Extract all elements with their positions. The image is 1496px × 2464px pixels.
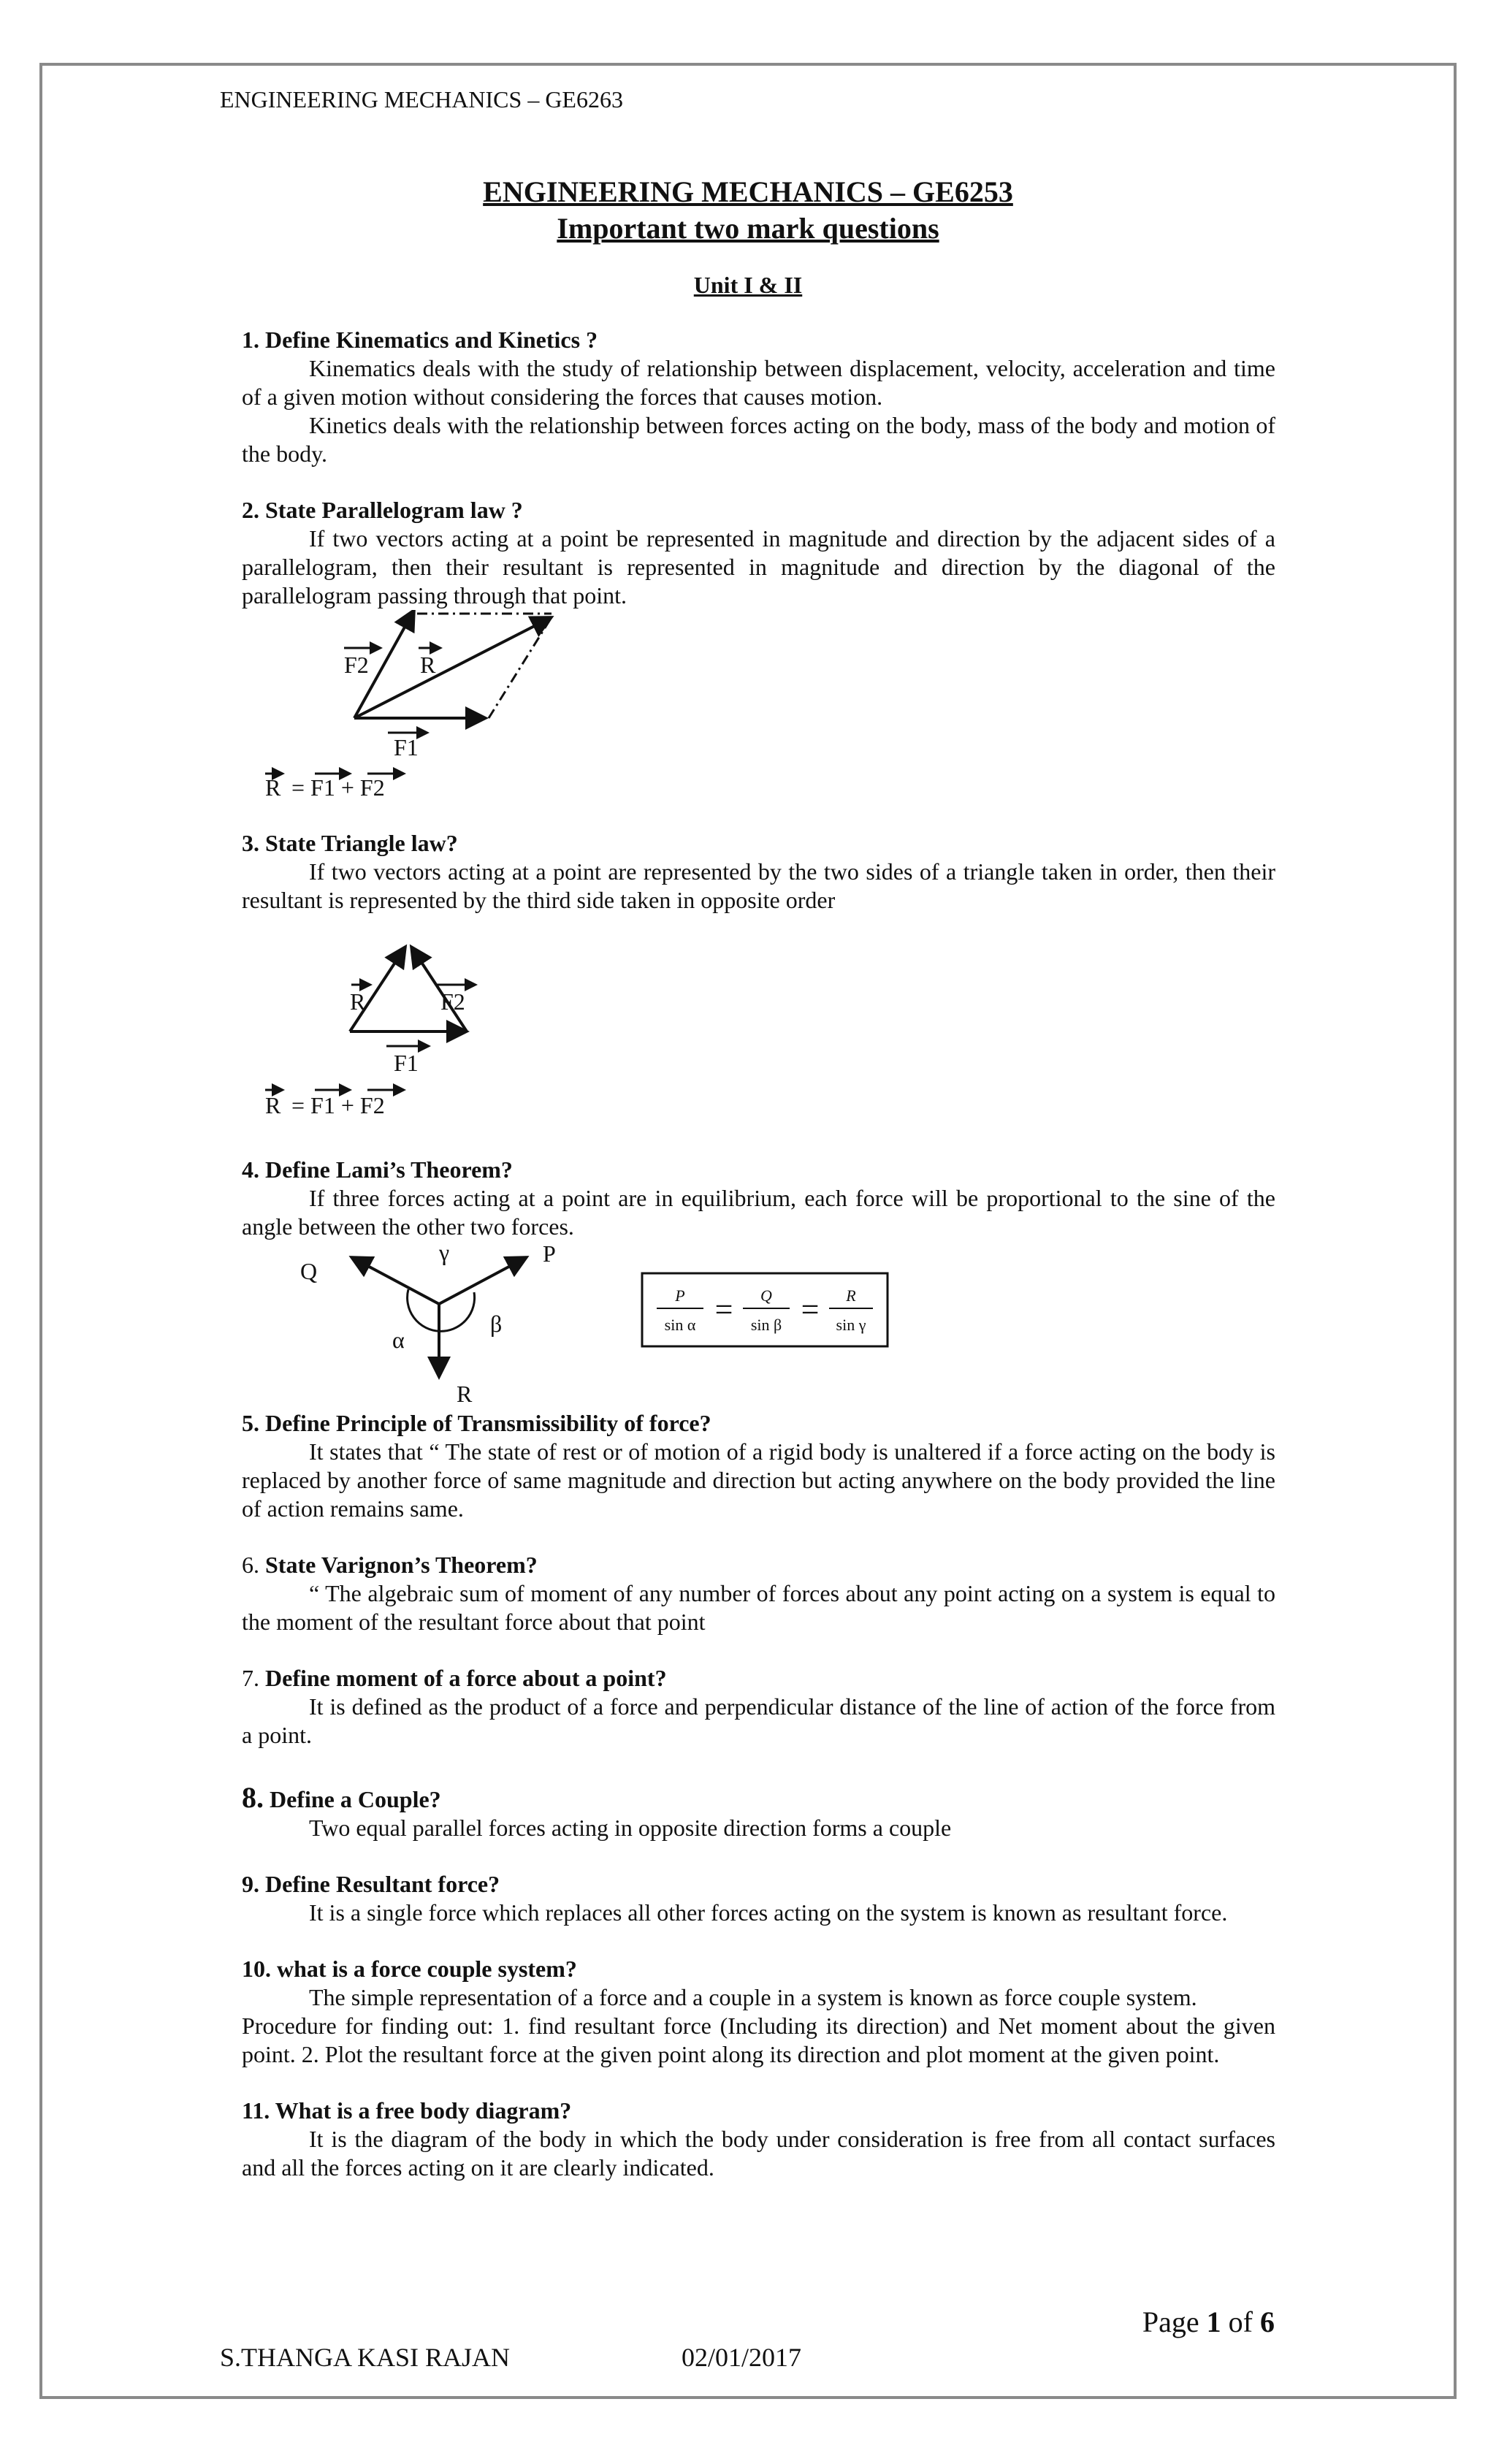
question-6-text: State Varignon’s Theorem? xyxy=(265,1552,538,1578)
page-prefix: Page xyxy=(1142,2305,1207,2338)
r-label: R xyxy=(350,988,366,1015)
unit-heading: Unit I & II xyxy=(693,272,803,298)
formula-sin-gamma: sin γ xyxy=(836,1316,866,1334)
question-8 xyxy=(242,1783,1275,1814)
answer-4: If three forces acting at a point are in equilibrium, each force will be proportional to the sine of the angle between the other two forces. xyxy=(242,1185,1275,1240)
p-label: P xyxy=(543,1241,556,1267)
parallelogram-figure xyxy=(242,610,1275,822)
answer-9: It is a single force which replaces all other forces acting on the system is known as resultant force. xyxy=(309,1899,1228,1926)
document-subtitle: Important two mark questions xyxy=(557,212,939,245)
formula-sin-beta: sin β xyxy=(750,1316,782,1334)
answer-1b: Kinetics deals with the relationship between forces acting on the body, mass of the body and motion of the body. xyxy=(242,412,1275,467)
title-block xyxy=(0,174,1496,247)
lami-figure xyxy=(242,1241,1275,1409)
question-7-text: Define moment of a force about a point? xyxy=(265,1665,667,1691)
page-current: 1 xyxy=(1206,2305,1221,2338)
question-9: 9. Define Resultant force? xyxy=(242,1871,500,1897)
answer-10a: The simple representation of a force and a couple in a system is known as force couple system. xyxy=(309,1984,1197,2010)
angle-arc xyxy=(408,1289,475,1331)
question-11: 11. What is a free body diagram? xyxy=(242,2097,572,2124)
answer-8: Two equal parallel forces acting in opposite direction forms a couple xyxy=(309,1815,952,1841)
question-2 xyxy=(242,496,1275,525)
answer-7: It is defined as the product of a force and perpendicular distance of the line of action of the force from a point. xyxy=(242,1693,1275,1748)
questions-content xyxy=(242,326,1275,2182)
r-label: R xyxy=(457,1381,473,1407)
question-3: 3. State Triangle law? xyxy=(242,830,458,856)
q-force-line xyxy=(351,1257,439,1304)
f1-label: F1 xyxy=(394,1050,419,1076)
f2-label: F2 xyxy=(440,988,465,1015)
page-total: 6 xyxy=(1260,2305,1275,2338)
answer-6: “ The algebraic sum of moment of any number of forces about any point acting on a system is equal to the moment of the resultant force about that point xyxy=(242,1580,1275,1635)
answer-10b: Procedure for finding out: 1. find resultant force (Including its direction) and Net moment about the given point. 2. Plot the resultant force at the given point along its direction and plot moment at the given point. xyxy=(242,2013,1275,2067)
formula-equals-1: = xyxy=(714,1292,733,1327)
formula-r: R xyxy=(846,1286,856,1305)
running-header: ENGINEERING MECHANICS – GE6263 xyxy=(220,86,623,112)
question-1: 1. Define Kinematics and Kinetics ? xyxy=(242,327,598,353)
question-6-number: 6. xyxy=(242,1552,265,1578)
formula-equals-2: = xyxy=(801,1292,820,1327)
lami-formula-box xyxy=(642,1273,888,1346)
eq-r: R xyxy=(265,774,281,801)
r-label: R xyxy=(420,652,436,678)
question-2-text: . State Parallelogram law ? xyxy=(253,497,523,523)
document-title: ENGINEERING MECHANICS – GE6253 xyxy=(483,175,1013,208)
formula-q: Q xyxy=(760,1286,772,1305)
answer-5: It states that “ The state of rest or of motion of a rigid body is unaltered if a force acting on the body is replaced by another force of same magnitude and direction but acting anywhere on the body provided the line of action remains same. xyxy=(242,1438,1275,1522)
answer-2: If two vectors acting at a point be represented in magnitude and direction by the adjacent sides of a parallelogram, then their resultant is represented in magnitude and direction by the diagonal of the parallelogram passing through that point. xyxy=(242,525,1275,609)
triangle-figure xyxy=(242,915,1275,1156)
page-of: of xyxy=(1221,2305,1260,2338)
question-8-text: Define a Couple? xyxy=(264,1786,441,1812)
footer-author: S.THANGA KASI RAJAN xyxy=(220,2343,511,2372)
question-7-number: 7. xyxy=(242,1665,265,1691)
eq-rest: = F1 + F2 xyxy=(291,1092,385,1118)
f1-label: F1 xyxy=(394,734,419,760)
answer-3: If two vectors acting at a point are represented by the two sides of a triangle taken in order, then their resultant is represented by the third side taken in opposite order xyxy=(242,858,1275,913)
eq-rest: = F1 + F2 xyxy=(291,774,385,801)
question-5: 5. Define Principle of Transmissibility of force? xyxy=(242,1410,711,1436)
answer-11: It is the diagram of the body in which the body under consideration is free from all contact surfaces and all the forces acting on it are clearly indicated. xyxy=(242,2126,1275,2181)
answer-1a: Kinematics deals with the study of relationship between displacement, velocity, acceleration and time of a given motion without considering the forces that causes motion. xyxy=(242,355,1275,410)
footer-date: 02/01/2017 xyxy=(682,2343,802,2372)
question-6 xyxy=(242,1551,1275,1579)
question-8-number: 8. xyxy=(242,1781,264,1814)
question-7 xyxy=(242,1664,1275,1693)
question-10: 10. what is a force couple system? xyxy=(242,1956,577,1982)
page-number xyxy=(1142,2305,1275,2339)
eq-r: R xyxy=(265,1092,281,1118)
q-label: Q xyxy=(300,1258,318,1284)
formula-p: P xyxy=(675,1286,685,1305)
f2-label: F2 xyxy=(344,652,369,678)
question-4: 4. Define Lami’s Theorem? xyxy=(242,1156,513,1183)
alpha-label: α xyxy=(392,1327,405,1353)
question-2-number: 2 xyxy=(242,497,253,523)
gamma-label: γ xyxy=(439,1241,450,1265)
formula-sin-alpha: sin α xyxy=(664,1316,696,1334)
beta-label: β xyxy=(490,1311,503,1337)
p-force-line xyxy=(439,1257,527,1304)
